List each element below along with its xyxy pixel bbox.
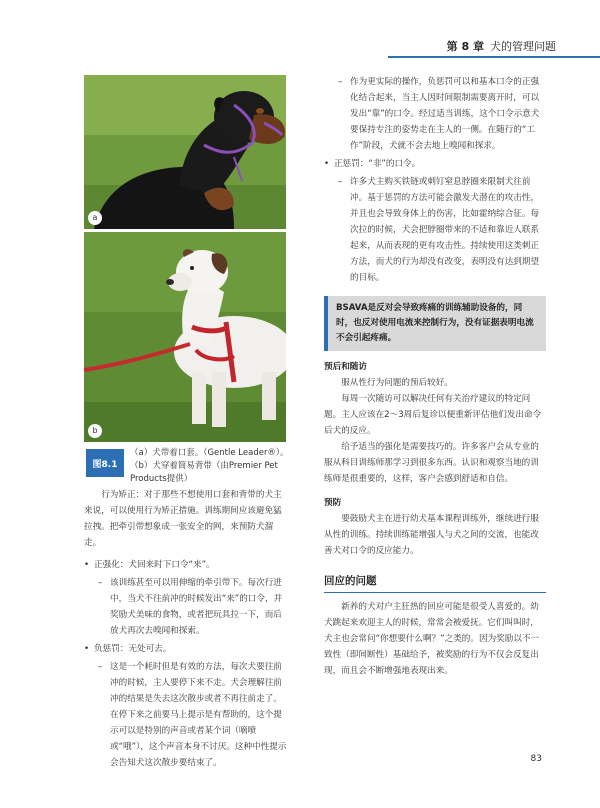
bsava-callout: BSAVA是反对会导致疼痛的训练辅助设备的，同时，也反对使用电流来控制行为，没有证据表明电流不会引起疼痛。 <box>324 296 546 351</box>
photo-label-a: a <box>88 211 102 225</box>
section-heading: 回应的问题 <box>324 573 546 593</box>
behavior-modification-intro: 行为矫正：对于那些不想使用口套和背带的犬主来说，可以使用行为矫正措施。训练期间应该避免猛拉拽。把牵引带想象成一张安全的网，来预防犬溜走。 <box>84 490 282 548</box>
bullet-positive-reinforcement: • 正强化：犬回来时下口令“来”。 <box>84 557 290 573</box>
dash-heel-command: – 作为更实际的操作，负惩罚可以和基本口令的正强化结合起来，当主人因时间限制需要离开时，可以发出“靠”的口令。经过适当训练，这个口令示意犬要保持专注的姿势走在主人的一侧。在随行的“工作”阶段，犬就不会去地上嗅闻和探求。 <box>324 74 546 154</box>
prognosis-paragraph-2: 每周一次随访可以解决任何有关治疗建议的特定问题。主人应该在2～3周后复诊以便重新评估他们发出命令后犬的反应。 <box>324 394 542 436</box>
figure-badge: 图8.1 <box>86 449 124 477</box>
photo-label-b: b <box>88 424 102 438</box>
chapter-title: 犬的管理问题 <box>490 40 556 53</box>
prognosis-paragraph-3: 给予适当的强化是需要技巧的。许多客户会从专业的服从科目训练师那学习到很多东西。认识和观察当地的训练师是很重要的，这样，客户会感到舒适和自信。 <box>324 442 539 484</box>
dash-positive-reinforcement: – 该训练甚至可以用伸缩的牵引带下。每次行进中，当犬不往前冲的时候发出“来”的口令，并奖励犬美味的食物，或者把玩具拉一下，而后放犬再次去嗅闻和探索。 <box>84 575 290 639</box>
right-column <box>324 72 546 679</box>
prevention-heading: 预防 <box>324 498 342 508</box>
prognosis-paragraph-1: 服从性行为问题的预后较好。 <box>341 378 453 388</box>
running-header <box>447 38 556 54</box>
photo-dog-harness <box>84 232 286 442</box>
prevention-paragraph: 要鼓励犬主在进行幼犬基本课程训练外，继续进行服从性的训练。持续训练能增强人与犬之间的交流，也能改善犬对口令的反应能力。 <box>324 514 539 556</box>
bullet-positive-punishment: • 正惩罚：“非”的口令。 <box>324 156 546 172</box>
chapter-number: 第 8 章 <box>446 40 484 53</box>
section-paragraph: 新养的犬对户主狂热的回应可能是很受人喜爱的。幼犬跳起来欢迎主人的时候，常常会被爱抚。它们叫叫时，犬主也会常问“你想要什么啊？”之类的。因为奖励以不一致性（即间断性）基础给予，被奖励的行为不仅会反复出现，而且会不断增强地表现出来。 <box>324 602 540 676</box>
photo-rottweiler-head-halter <box>84 75 286 229</box>
figure-caption: （a）犬带着口套。（Gentle Leader®）。（b）犬穿着简易背带（由Premier Pet Products提供） <box>130 448 289 484</box>
prognosis-heading: 预后和随访 <box>324 362 367 372</box>
dash-negative-punishment: – 这是一个耗时但是有效的方法，每次犬要往前冲的时候，主人要停下来不走。犬会理解往前冲的结果是失去这次散步或者不再往前走了。在停下来之前要马上提示是有帮助的，这个提示可以是特别的声音或者某个词（嘀喷或“哦”），这个声音本身不讨厌。这种中性提示会告知犬这次散步要结束了。 <box>84 659 290 771</box>
header-rule <box>388 56 600 58</box>
dash-choke-collar: – 许多犬主购买铁链或刺钉窒息脖圈来限制犬往前冲。基于惩罚的方法可能会激发犬潜在的攻击性，并且也会导致身体上的伤害，比如霍纳综合征。每次拉的时候，犬会把脖圈带来的不适和靠近人联系起来，从而表现的更有攻击性。持续使用这类刺正方法，而犬的行为却没有改变，表明没有达到期望的目标。 <box>324 174 546 286</box>
page-number: 83 <box>530 754 542 764</box>
bullet-negative-punishment: • 负惩罚：无处可去。 <box>84 641 290 657</box>
left-column <box>84 487 290 771</box>
